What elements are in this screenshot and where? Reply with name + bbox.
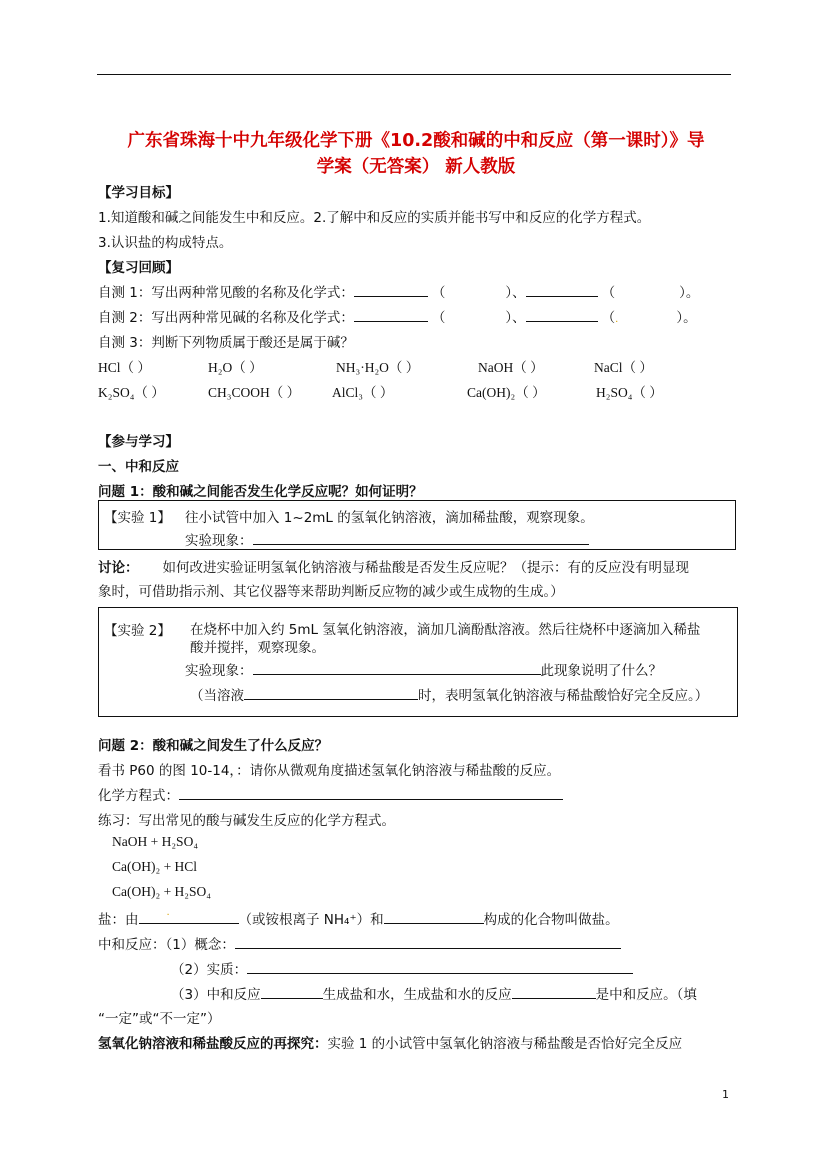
paren-close-mid: ）、 (505, 310, 526, 326)
paren-open: （ (601, 310, 616, 326)
experiment-2-line2: 酸并搅拌，观察现象。 (190, 640, 325, 656)
header-rule (97, 74, 731, 75)
observation-question: 此现象说明了什么？ (540, 663, 662, 679)
neutralization-judge (171, 983, 697, 1003)
experiment-1-observation (185, 529, 589, 549)
paren-open: （ (431, 310, 446, 326)
experiment-2-condition (190, 684, 708, 704)
stray-dot-mark: . (166, 907, 170, 918)
blank-base-name-2[interactable] (526, 307, 598, 322)
discussion-line2: 象时，可借助指示剂、其它仪器等来帮助判断反应物的减少或生成物的生成。） (98, 584, 564, 600)
paren-open: （ (431, 285, 446, 301)
judge-part-a: （3）中和反应 (171, 987, 261, 1003)
stray-dot-mark: . (615, 314, 619, 325)
substance-nacl: NaCl（ ） (594, 360, 653, 375)
substance-h2o: H₂O（ ） (208, 360, 263, 375)
substance-k2so4: K₂SO₄（ ） (98, 385, 165, 400)
paren-open: （ (601, 285, 616, 301)
paren-close-end: ）。 (679, 285, 700, 301)
blank-judge-2[interactable] (512, 984, 596, 999)
goals-heading: 【学习目标】 (98, 185, 179, 201)
discussion-text: 如何改进实验证明氢氧化钠溶液与稀盐酸是否发生反应呢？（提示：有的反应没有明显现 (162, 560, 689, 576)
reexplore-line (98, 1032, 682, 1052)
discussion-line1 (98, 556, 689, 576)
practice-equation-2: Ca(OH)₂ + HCl (112, 859, 198, 874)
blank-exp2-observation[interactable] (253, 660, 541, 675)
observation-label: 实验现象： (185, 663, 253, 679)
judge-part-b: 生成盐和水，生成盐和水的反应 (322, 987, 512, 1003)
substance-hcl: HCl（ ） (98, 360, 151, 375)
review-q3: 自测 3：判断下列物质属于酸还是属于碱？ (98, 335, 354, 351)
substance-nh3h2o: NH₃·H₂O（ ） (336, 360, 420, 375)
blank-exp1-observation[interactable] (253, 530, 589, 545)
book-reference: 看书 P60 的图 10-14，：请你从微观角度描述氢氧化钠溶液与稀盐酸的反应。 (98, 763, 561, 779)
neutralization-concept (98, 933, 621, 953)
condition-prefix: （当溶液 (190, 688, 244, 704)
review-q2-text: 自测 2：写出两种常见碱的名称及化学式： (98, 310, 354, 326)
salt-definition (98, 908, 619, 928)
equation-label: 化学方程式： (98, 788, 179, 804)
equation-line (98, 784, 563, 804)
problem-1: 问题 1：酸和碱之间能否发生化学反应呢？如何证明？ (98, 484, 423, 500)
goals-line1: 1.知道酸和碱之间能发生中和反应。2.了解中和反应的实质并能书写中和反应的化学方程式。 (98, 210, 651, 226)
experiment-1-text: 往小试管中加入 1~2mL 的氢氧化钠溶液，滴加稀盐酸，观察现象。 (185, 510, 594, 526)
essence-label: （2）实质： (171, 962, 248, 978)
neutralization-label: 中和反应：（1）概念： (98, 937, 235, 953)
salt-middle: （或铵根离子 NH₄⁺）和 (238, 912, 384, 928)
page-title-line2: 学案（无答案） 新人教版 (316, 157, 516, 177)
blank-chemical-equation[interactable] (179, 785, 563, 800)
learn-heading: 【参与学习】 (98, 434, 179, 450)
substance-h2so4: H₂SO₄（ ） (596, 385, 663, 400)
practice-instruction: 练习：写出常见的酸与碱发生反应的化学方程式。 (98, 813, 395, 829)
paren-close-mid: ）、 (505, 285, 526, 301)
practice-equation-3: Ca(OH)₂ + H₂SO₄ (112, 884, 211, 899)
observation-label: 实验现象： (185, 533, 253, 549)
problem-2: 问题 2：酸和碱之间发生了什么反应？ (98, 738, 329, 754)
blank-salt-cation[interactable] (139, 909, 239, 924)
blank-neutralization-essence[interactable] (247, 959, 633, 974)
blank-judge-1[interactable] (261, 984, 323, 999)
reexplore-label: 氢氧化钠溶液和稀盐酸反应的再探究： (98, 1036, 328, 1052)
practice-equation-1: NaOH + H₂SO₄ (112, 834, 199, 849)
discussion-label: 讨论： (98, 560, 139, 576)
blank-acid-name-2[interactable] (526, 282, 598, 297)
blank-base-name-1[interactable] (354, 307, 428, 322)
blank-neutralization-concept[interactable] (235, 934, 621, 949)
page-number: 1 (722, 1088, 729, 1101)
condition-suffix: 时，表明氢氧化钠溶液与稀盐酸恰好完全反应。） (418, 688, 709, 704)
salt-prefix: 盐：由 (98, 912, 139, 928)
reexplore-text: 实验 1 的小试管中氢氧化钠溶液与稀盐酸是否恰好完全反应 (327, 1036, 683, 1052)
page-title-line1: 广东省珠海十中九年级化学下册《10.2酸和碱的中和反应（第一课时）》导 (127, 131, 705, 151)
substance-naoh: NaOH（ ） (478, 360, 544, 375)
substance-alcl3: AlCl₃（ ） (332, 385, 394, 400)
review-q2 (98, 306, 697, 326)
blank-acid-name-1[interactable] (354, 282, 428, 297)
blank-exp2-condition[interactable] (244, 685, 418, 700)
substance-caoh2: Ca(OH)₂（ ） (467, 385, 546, 400)
blank-salt-anion[interactable] (384, 909, 484, 924)
goals-line2: 3.认识盐的构成特点。 (98, 235, 233, 251)
substance-ch3cooh: CH₃COOH（ ） (208, 385, 301, 400)
judge-part-c: 是中和反应。（填 (595, 987, 697, 1003)
review-q1-text: 自测 1：写出两种常见酸的名称及化学式： (98, 285, 354, 301)
section-neutralization: 一、中和反应 (98, 459, 179, 475)
experiment-2-observation (185, 659, 662, 679)
experiment-2-line1: 在烧杯中加入约 5mL 氢氧化钠溶液，滴加几滴酚酞溶液。然后往烧杯中逐滴加入稀盐 (190, 622, 701, 638)
review-q1 (98, 281, 699, 301)
experiment-2-label: 【实验 2】 (104, 623, 171, 639)
salt-suffix: 构成的化合物叫做盐。 (483, 912, 619, 928)
neutralization-essence (171, 958, 633, 978)
neutralization-judge-hint: “一定”或“不一定”） (98, 1011, 221, 1027)
experiment-1-label: 【实验 1】 (104, 510, 171, 526)
paren-close-end: ）。 (676, 310, 697, 326)
review-heading: 【复习回顾】 (98, 260, 179, 276)
